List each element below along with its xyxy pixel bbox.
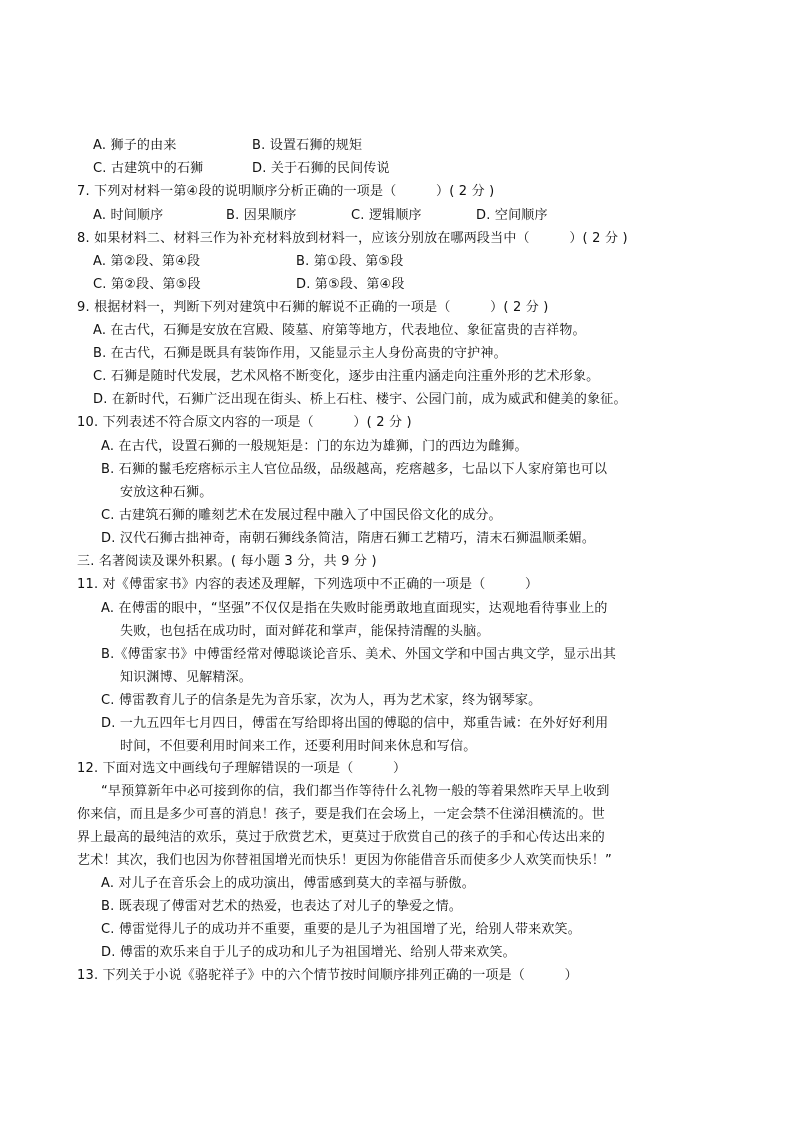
- q7-option-c: C. 逻辑顺序: [351, 208, 422, 223]
- q10-option-c: C. 古建筑石狮的雕刻艺术在发展过程中融入了中国民俗文化的成分。: [101, 508, 502, 523]
- q12-passage-line1: “早预算新年中必可接到你的信，我们都当作等待什么礼物一般的等着果然昨天早上收到: [101, 784, 610, 799]
- q10-option-d: D. 汉代石狮古拙神奇，南朝石狮线条简洁，隋唐石狮工艺精巧，清末石狮温顺柔媚。: [101, 531, 596, 546]
- q6-option-c: C. 古建筑中的石狮: [93, 161, 204, 176]
- q11-stem: 11. 对《傅雷家书》内容的表述及理解，下列选项中不正确的一项是（ ）: [77, 577, 539, 592]
- section-3-title: 三. 名著阅读及课外积累。( 每小题 3 分，共 9 分 ): [77, 554, 377, 569]
- q11-option-a-line1: A. 在傅雷的眼中，“坚强”不仅仅是指在失败时能勇敢地直面现实，达观地看待事业上的: [101, 601, 608, 616]
- q10-option-b-line1: B. 石狮的鬣毛疙瘩标示主人官位品级，品级越高，疙瘩越多，七品以下人家府第也可以: [101, 462, 608, 477]
- q9-option-a: A. 在古代，石狮是安放在宫殿、陵墓、府第等地方，代表地位、象征富贵的吉祥物。: [93, 323, 586, 338]
- q12-passage-line3: 界上最高的最纯洁的欢乐，莫过于欣赏艺术，更莫过于欣赏自己的孩子的手和心传达出来的: [77, 830, 606, 845]
- q8-option-c: C. 第②段、第⑤段: [93, 277, 201, 292]
- q12-option-a: A. 对儿子在音乐会上的成功演出，傅雷感到莫大的幸福与骄傲。: [101, 876, 475, 891]
- q6-option-a: A. 狮子的由来: [93, 138, 177, 153]
- q10-stem: 10. 下列表述不符合原文内容的一项是（ ）( 2 分 ): [77, 415, 412, 430]
- q9-option-c: C. 石狮是随时代发展，艺术风格不断变化，逐步由注重内涵走向注重外形的艺术形象。: [93, 369, 600, 384]
- q11-option-b-line1: B.《傅雷家书》中傅雷经常对傅聪谈论音乐、美术、外国文学和中国古典文学，显示出其: [101, 647, 617, 662]
- q12-stem: 12. 下面对选文中画线句子理解错误的一项是（ ）: [77, 761, 407, 776]
- q7-option-b: B. 因果顺序: [226, 208, 297, 223]
- q12-option-b: B. 既表现了傅雷对艺术的热爱，也表达了对儿子的挚爱之情。: [101, 899, 462, 914]
- q12-passage-line4: 艺术！其次，我们也因为你替祖国增光而快乐！更因为你能借音乐而使多少人欢笑而快乐！”: [77, 853, 612, 868]
- q7-option-a: A. 时间顺序: [93, 208, 164, 223]
- q11-option-d-line1: D. 一九五四年七月四日，傅雷在写给即将出国的傅聪的信中，郑重告诫：在外好好利用: [101, 716, 609, 731]
- q8-stem: 8. 如果材料二、材料三作为补充材料放到材料一，应该分别放在哪两段当中（ ）( 2 分 ): [77, 231, 628, 246]
- q6-option-b: B. 设置石狮的规矩: [252, 138, 363, 153]
- q7-option-d: D. 空间顺序: [476, 208, 548, 223]
- q9-option-d: D. 在新时代，石狮广泛出现在街头、桥上石柱、楼宇、公园门前，成为威武和健美的象征。: [93, 392, 627, 407]
- q9-option-b: B. 在古代，石狮是既具有装饰作用，又能显示主人身份高贵的守护神。: [93, 346, 507, 361]
- q12-option-c: C. 傅雷觉得儿子的成功并不重要，重要的是儿子为祖国增了光，给别人带来欢笑。: [101, 922, 581, 937]
- q11-option-c: C. 傅雷教育儿子的信条是先为音乐家，次为人，再为艺术家，终为钢琴家。: [101, 693, 542, 708]
- q11-option-a-line2: 失败，也包括在成功时，面对鲜花和掌声，能保持清醒的头脑。: [120, 624, 490, 639]
- q8-option-a: A. 第②段、第④段: [93, 254, 201, 269]
- q8-option-b: B. 第①段、第⑤段: [296, 254, 404, 269]
- q8-option-d: D. 第⑤段、第④段: [296, 277, 405, 292]
- q7-stem: 7. 下列对材料一第④段的说明顺序分析正确的一项是（ ）( 2 分 ): [77, 184, 495, 199]
- q12-passage-line2: 你来信，而且是多少可喜的消息！孩子，要是我们在会场上，一定会禁不住涕泪横流的。世: [77, 807, 606, 822]
- q9-stem: 9. 根据材料一，判断下列对建筑中石狮的解说不正确的一项是（ ）( 2 分 ): [77, 300, 549, 315]
- q12-option-d: D. 傅雷的欢乐来自于儿子的成功和儿子为祖国增光、给别人带来欢笑。: [101, 945, 516, 960]
- q11-option-b-line2: 知识渊博、见解精深。: [120, 670, 253, 685]
- q10-option-a: A. 在古代，设置石狮的一般规矩是：门的东边为雄狮，门的西边为雌狮。: [101, 439, 528, 454]
- q11-option-d-line2: 时间，不但要利用时间来工作，还要利用时间来休息和写信。: [120, 739, 477, 754]
- q13-stem: 13. 下列关于小说《骆驼祥子》中的六个情节按时间顺序排列正确的一项是（ ）: [77, 968, 578, 983]
- q10-option-b-line2: 安放这种石狮。: [120, 485, 213, 500]
- q6-option-d: D. 关于石狮的民间传说: [252, 161, 390, 176]
